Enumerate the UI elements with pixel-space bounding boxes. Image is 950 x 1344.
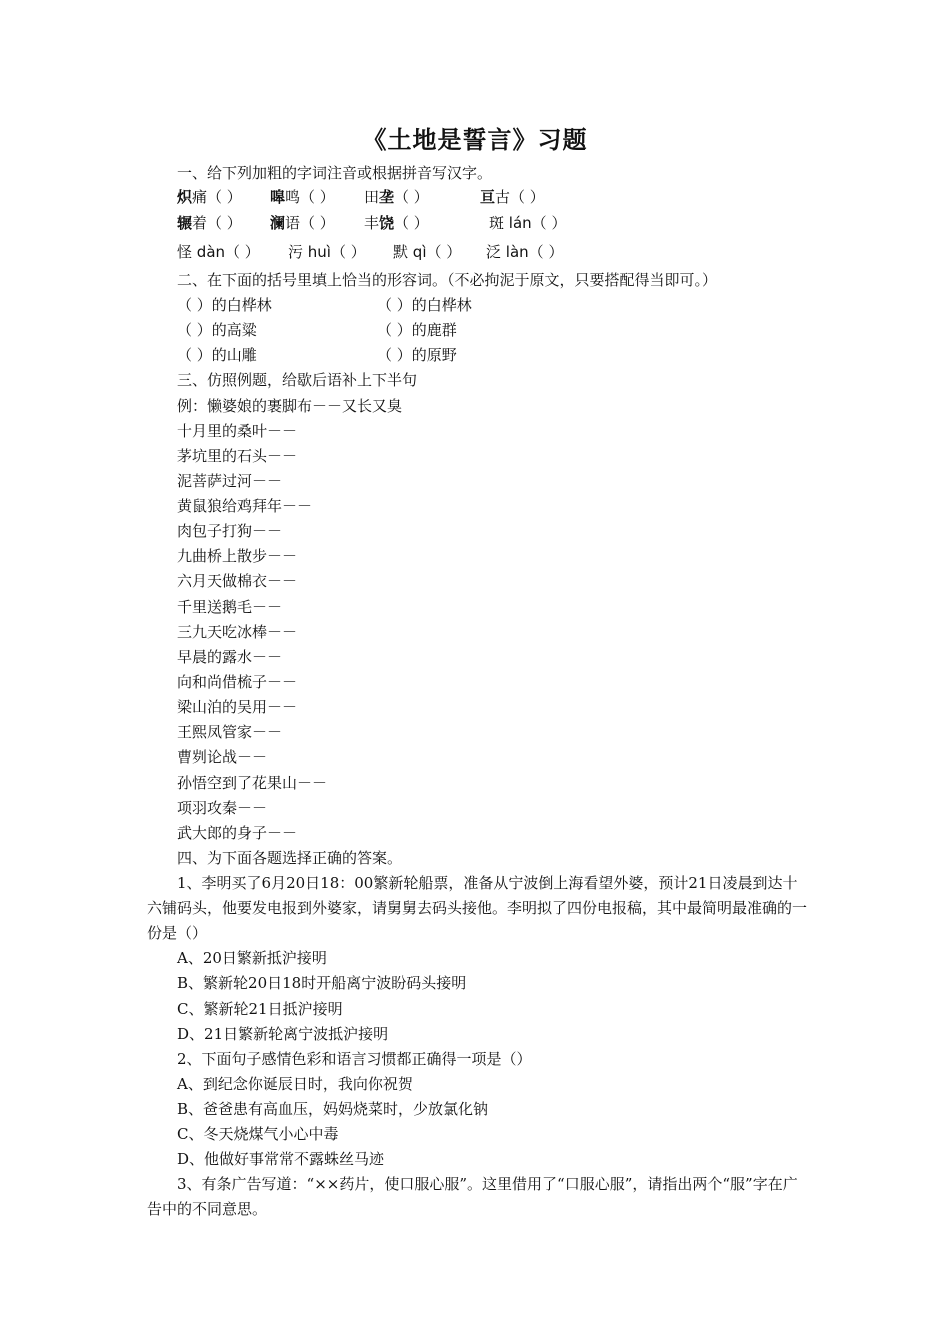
fill-blank-item: （ ）的白桦林 [377,296,472,314]
fill-blank-item: （ ）的高粱 [177,321,257,339]
question-2: 2、下面句子感情色彩和语言习惯都正确得一项是（） [177,1050,532,1068]
pinyin: dàn [196,243,226,261]
proverb-item: 三九天吃冰棒－－ [177,623,298,641]
pinyin: qì [412,243,427,261]
proverb-item: 向和尚借梳子－－ [177,673,298,691]
proverb-item: 千里送鹅毛－－ [177,598,283,616]
vocab-item: 斑 lán（ ） [489,214,567,232]
proverb-item: 项羽攻秦－－ [177,799,268,817]
answer-option: A、20日繁新抵沪接明 [177,949,327,967]
example-line: 例：懒婆娘的裹脚布－－又长又臭 [177,397,403,415]
bold-char: 澜 [270,214,286,232]
fill-blank-item: （ ）的山雕 [177,346,257,364]
section-2-heading: 二、在下面的括号里填上恰当的形容词。（不必拘泥于原文，只要搭配得当即可。） [177,271,718,289]
answer-option: C、冬天烧煤气小心中毒 [177,1125,339,1143]
pinyin: huì [307,243,331,261]
answer-option: B、爸爸患有高血压，妈妈烧菜时，少放氯化钠 [177,1100,489,1118]
section-4-heading: 四、为下面各题选择正确的答案。 [177,849,403,867]
answer-option: D、他做好事常常不露蛛丝马迹 [177,1150,385,1168]
section-1-heading: 一、给下列加粗的字词注音或根据拼音写汉字。 [177,164,493,182]
question-1: 1、李明买了6月20日18：00繁新轮船票，准备从宁波倒上海看望外婆，预计21日凌晨到达十六铺码头，他要发电报到外婆家，请舅舅去码头接他。李明拟了四份电报稿，其中最简明最准确的一份是（） [147,874,808,942]
vocab-item: 炽痛（ ） [177,188,242,206]
vocab-item: 丰饶（ ） [364,214,429,232]
proverb-item: 泥菩萨过河－－ [177,472,283,490]
vocab-item: 田垄（ ） [364,188,429,206]
vocab-item: 默 qì（ ） [393,243,462,261]
proverb-item: 十月里的桑叶－－ [177,422,298,440]
proverb-item: 王熙凤管家－－ [177,723,283,741]
proverb-item: 黄鼠狼给鸡拜年－－ [177,497,313,515]
bold-char: 亘 [480,188,496,206]
fill-blank-item: （ ）的原野 [377,346,457,364]
proverb-item: 曹刿论战－－ [177,748,268,766]
pinyin: lán [508,214,532,232]
proverb-item: 九曲桥上散步－－ [177,547,298,565]
vocab-item: 亘古（ ） [480,188,545,206]
question-3: 3、有条广告写道：“××药片，使口服心服”。这里借用了“口服心服”，请指出两个“服”字在广告中的不同意思。 [147,1175,798,1218]
answer-option: A、到纪念你诞辰日时，我向你祝贺 [177,1075,413,1093]
page-title: 《土地是誓言》习题 [362,125,588,154]
proverb-item: 武大郎的身子－－ [177,824,298,842]
vocab-item: 嗥鸣（ ） [270,188,335,206]
proverb-item: 梁山泊的吴用－－ [177,698,298,716]
proverb-item: 孙悟空到了花果山－－ [177,774,328,792]
bold-char: 炽 [177,188,193,206]
fill-blank-item: （ ）的白桦林 [177,296,272,314]
bold-char: 垄 [379,188,395,206]
proverb-item: 六月天做棉衣－－ [177,572,298,590]
bold-char: 嗥 [270,188,286,206]
answer-option: C、繁新轮21日抵沪接明 [177,1000,343,1018]
vocab-item: 怪 dàn（ ） [177,243,260,261]
proverb-item: 茅坑里的石头－－ [177,447,298,465]
fill-blank-item: （ ）的鹿群 [377,321,457,339]
pinyin: làn [505,243,529,261]
proverb-item: 早晨的露水－－ [177,648,283,666]
answer-option: B、繁新轮20日18时开船离宁波盼码头接明 [177,974,467,992]
section-3-heading: 三、仿照例题，给歇后语补上下半句 [177,371,418,389]
proverb-item: 肉包子打狗－－ [177,522,283,540]
vocab-item: 泛 làn（ ） [486,243,564,261]
bold-char: 辗 [177,214,193,232]
answer-option: D、21日繁新轮离宁波抵沪接明 [177,1025,389,1043]
vocab-item: 污 huì（ ） [288,243,366,261]
vocab-item: 辗着（ ） [177,214,242,232]
vocab-item: 澜语（ ） [270,214,335,232]
bold-char: 饶 [379,214,395,232]
